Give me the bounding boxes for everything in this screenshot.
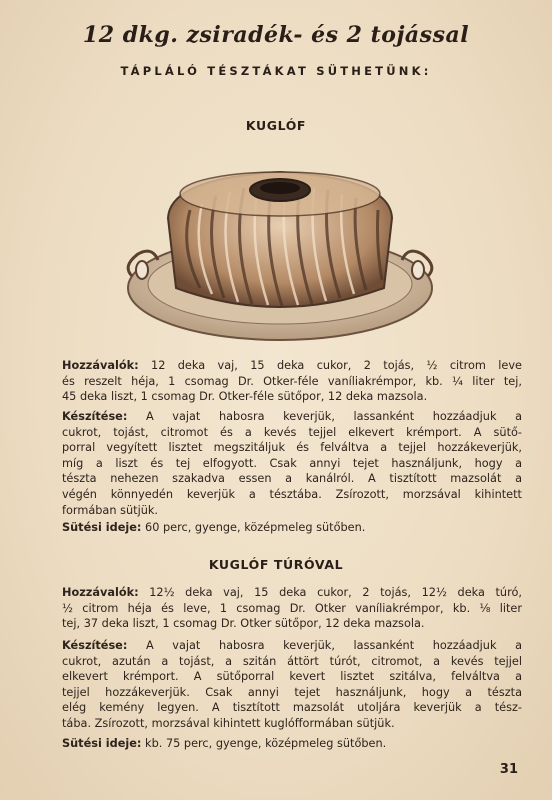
method-line: tészta nehezen szakadva essen a kanálról. A tisztított mazsolát a xyxy=(62,472,522,486)
kuglof-cake-icon xyxy=(120,148,440,353)
recipe2-ingredients xyxy=(62,585,522,632)
method-line: elkevert krémport. A sütőporral kevert lisztet szitálva, felváltva a xyxy=(62,670,522,684)
method-line: tába. Zsírozott, morzsával kihintett kuglófformában sütjük. xyxy=(62,716,395,730)
ingredients-label: Hozzávalók: xyxy=(62,586,139,599)
method-line: elég kemény legyen. A tisztított mazsolát utoljára keverjük a tész- xyxy=(62,701,522,715)
page-subheading: TÁPLÁLÓ TÉSZTÁKAT SÜTHETÜNK: xyxy=(120,64,432,78)
page-number: 31 xyxy=(499,762,518,777)
method-line: cukrot, azután a tojást, a szitán áttört túrót, citromot, a kevés tejjel xyxy=(62,654,522,668)
baking-text: 60 perc, gyenge, középmeleg sütőben. xyxy=(145,521,366,534)
method-line: míg a liszt és tej elfogyott. Csak annyi tejet használjunk, hogy a xyxy=(62,456,522,470)
recipe-title-kuglof: KUGLÓF xyxy=(245,118,307,133)
method-line: A vajat habosra keverjük, lassanként hozzáadjuk a xyxy=(145,639,522,652)
recipe1-method xyxy=(62,409,522,518)
ingredients-line: 12½ deka vaj, 15 deka cukor, 2 tojás, 12½ deka túró, xyxy=(149,586,522,599)
method-line: végén könnyedén keverjük a tésztába. Zsírozott, morzsával kihintett xyxy=(62,487,522,501)
method-label: Készítése: xyxy=(62,410,128,423)
recipe1-ingredients xyxy=(62,358,522,405)
ingredients-line: tej, 37 deka liszt, 1 csomag Dr. Otker sütőpor, 12 deka mazsola. xyxy=(62,617,425,631)
method-line: porral vegyített lisztet megszitáljuk és felváltva a tejjel hozzákeverjük, xyxy=(62,441,522,455)
ingredients-line: 12 deka vaj, 15 deka cukor, 2 tojás, ½ citrom leve xyxy=(151,359,523,372)
baking-label: Sütési ideje: xyxy=(62,737,142,750)
recipe-title-kuglof-turoval: KUGLÓF TÚRÓVAL xyxy=(208,557,344,572)
baking-text: kb. 75 perc, gyenge, középmeleg sütőben. xyxy=(145,737,387,750)
ingredients-label: Hozzávalók: xyxy=(62,359,139,372)
method-line: formában sütjük. xyxy=(62,503,159,517)
ingredients-line: 45 deka liszt, 1 csomag Dr. Otker-féle sütőpor, 12 deka mazsola. xyxy=(62,390,428,404)
method-line: cukrot, tojást, citromot és a kevés tejjel elkevert krémport. A sütő- xyxy=(62,425,522,439)
recipe2-baking-time xyxy=(62,736,522,752)
recipe1-baking-time xyxy=(62,520,522,536)
ingredients-line: és reszelt héja, 1 csomag Dr. Otker-féle vaníliakrémpor, kb. ¼ liter tej, xyxy=(62,374,522,388)
method-line: A vajat habosra keverjük, lassanként hozzáadjuk a xyxy=(145,410,522,423)
recipe2-method xyxy=(62,638,522,732)
baking-label: Sütési ideje: xyxy=(62,521,142,534)
ingredients-line: ½ citrom héja és leve, 1 csomag Dr. Otker vaníliakrémpor, kb. ⅛ liter xyxy=(62,601,522,615)
method-label: Készítése: xyxy=(62,639,128,652)
page-headline: 12 dkg. zsiradék- és 2 tojással xyxy=(82,22,470,48)
method-line: tejjel hozzákeverjük. Csak annyi tejet használjunk, hogy a tészta xyxy=(62,685,522,699)
